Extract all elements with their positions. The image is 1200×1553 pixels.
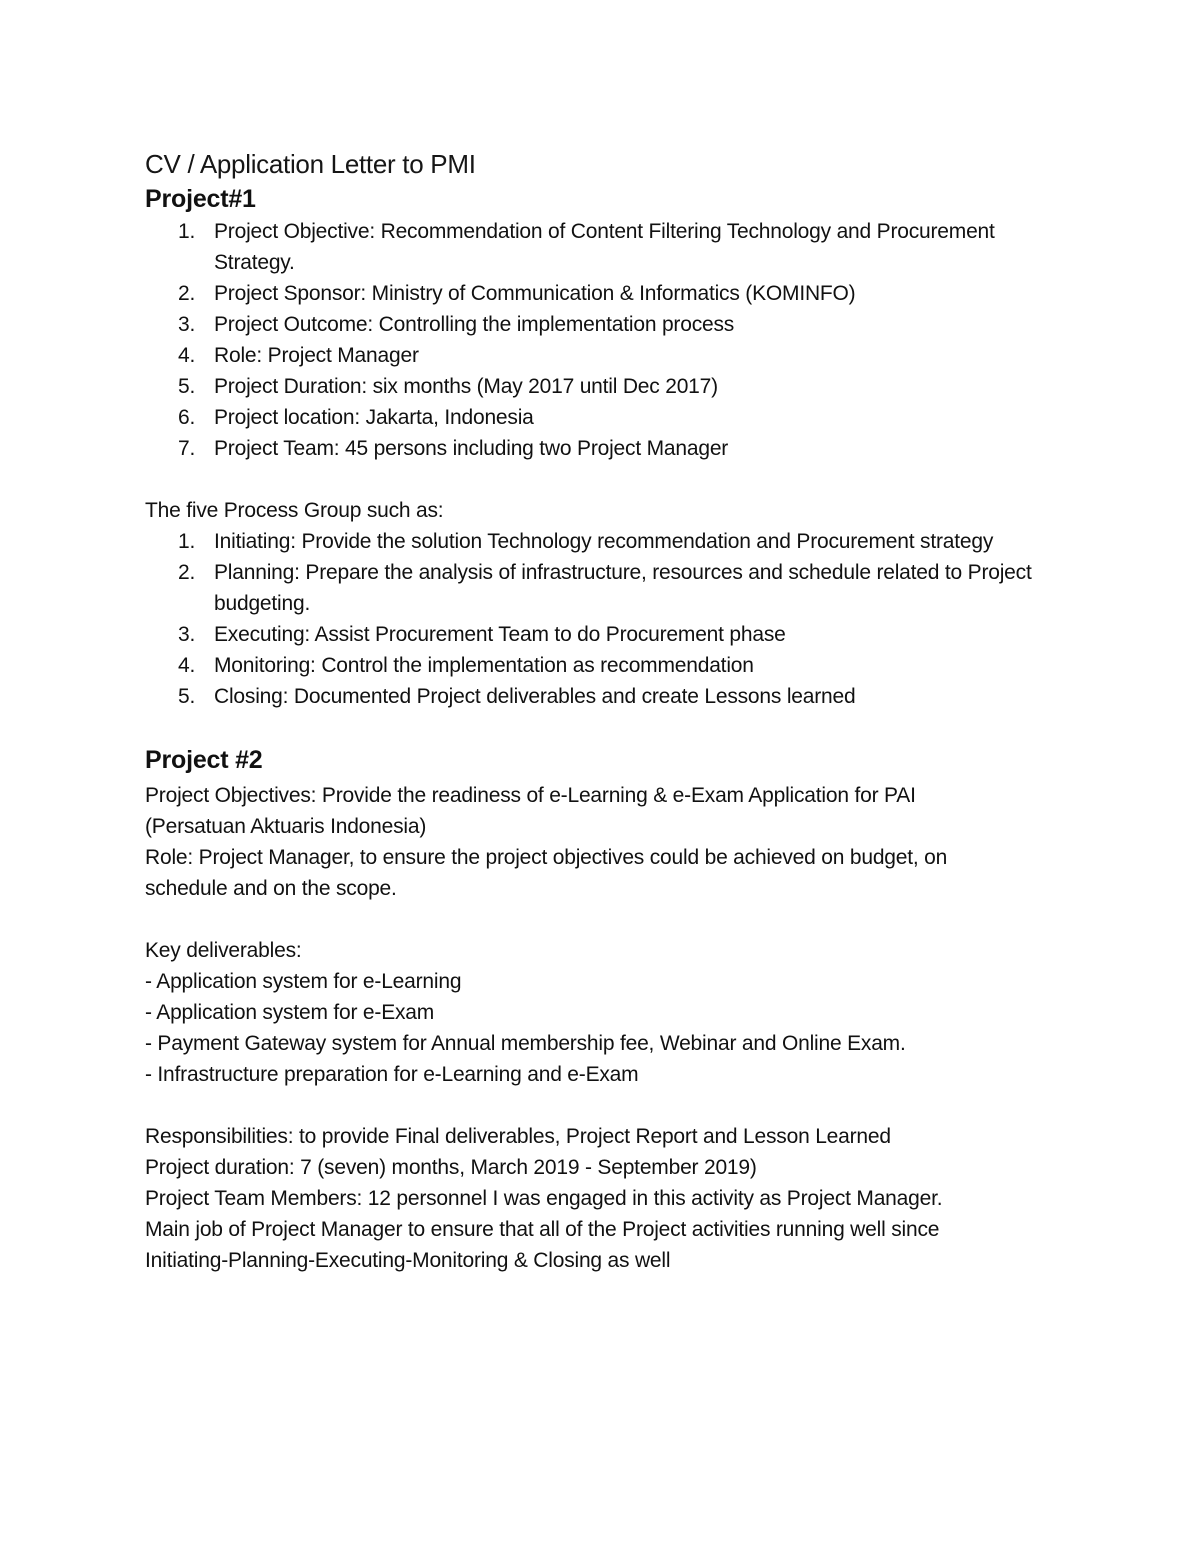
project2-main-job-cont: Initiating-Planning-Executing-Monitoring & Closing as well (145, 1249, 671, 1272)
project2-objectives: Project Objectives: Provide the readiness of e-Learning & e-Exam Application for PAI (145, 784, 916, 807)
list-item: 5. Project Duration: six months (May 2017 until Dec 2017) (178, 375, 718, 398)
list-item: 1. Initiating: Provide the solution Technology recommendation and Procurement strategy (178, 530, 994, 553)
project1-details-list (145, 216, 1075, 464)
deliverable-item: - Application system for e-Exam (145, 1001, 435, 1024)
project2-heading: Project #2 (145, 746, 263, 774)
list-item: 3. Project Outcome: Controlling the implementation process (178, 313, 735, 336)
key-deliverables-heading: Key deliverables: (145, 939, 302, 962)
document-title: CV / Application Letter to PMI (145, 149, 476, 179)
list-item: 5. Closing: Documented Project deliverables and create Lessons learned (178, 685, 856, 708)
list-item: 2. Planning: Prepare the analysis of infrastructure, resources and schedule related to Project budgeting. (178, 561, 1032, 615)
project2-responsibilities: Responsibilities: to provide Final deliverables, Project Report and Lesson Learned (145, 1125, 891, 1148)
project2-objectives-cont: (Persatuan Aktuaris Indonesia) (145, 815, 427, 838)
list-item: 2. Project Sponsor: Ministry of Communication & Informatics (KOMINFO) (178, 282, 856, 305)
process-group-list (145, 526, 1075, 712)
deliverable-item: - Infrastructure preparation for e-Learning and e-Exam (145, 1063, 639, 1086)
list-item: 1. Project Objective: Recommendation of Content Filtering Technology and Procurement Strategy. (178, 220, 995, 274)
list-item: 3. Executing: Assist Procurement Team to do Procurement phase (178, 623, 786, 646)
deliverable-item: - Application system for e-Learning (145, 970, 462, 993)
deliverable-item: - Payment Gateway system for Annual membership fee, Webinar and Online Exam. (145, 1032, 906, 1055)
list-item: 7. Project Team: 45 persons including two Project Manager (178, 437, 729, 460)
document-page (145, 146, 1075, 1276)
project2-main-job: Main job of Project Manager to ensure that all of the Project activities running well since (145, 1218, 940, 1241)
process-group-intro: The five Process Group such as: (145, 499, 444, 522)
project2-team: Project Team Members: 12 personnel I was engaged in this activity as Project Manager. (145, 1187, 943, 1210)
project2-duration: Project duration: 7 (seven) months, March 2019 - September 2019) (145, 1156, 757, 1179)
project1-heading: Project#1 (145, 185, 256, 213)
project2-role: Role: Project Manager, to ensure the project objectives could be achieved on budget, on (145, 846, 948, 869)
list-item: 6. Project location: Jakarta, Indonesia (178, 406, 534, 429)
list-item: 4. Monitoring: Control the implementation as recommendation (178, 654, 754, 677)
list-item: 4. Role: Project Manager (178, 344, 419, 367)
project2-role-cont: schedule and on the scope. (145, 877, 397, 900)
